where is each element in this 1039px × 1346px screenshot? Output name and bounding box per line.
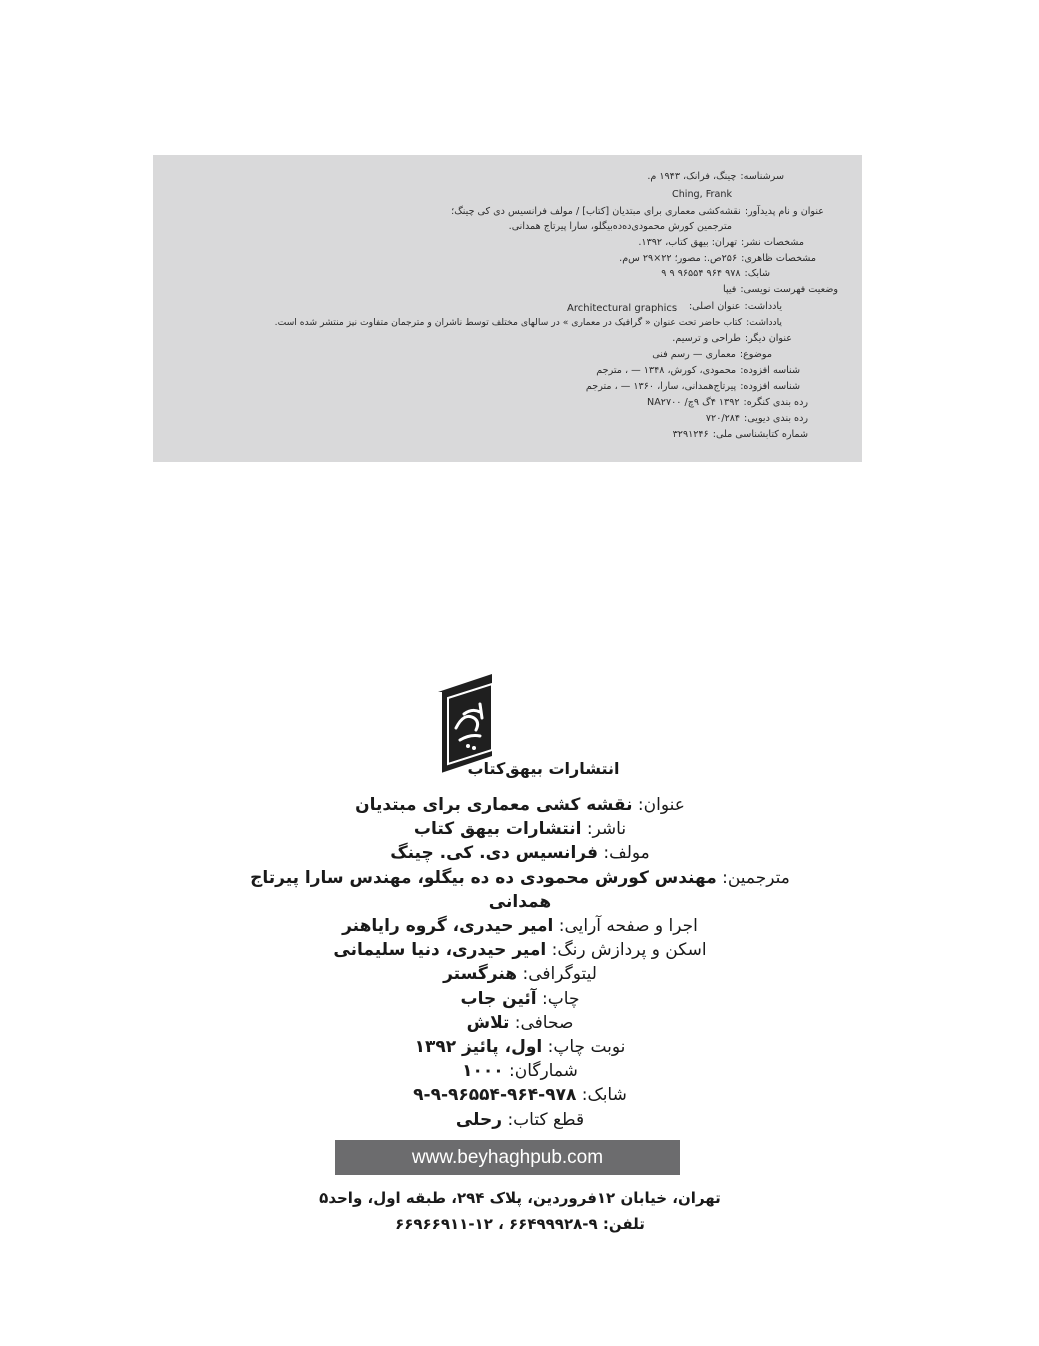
credit-binding: صحافی: تلاش (466, 1012, 574, 1033)
cataloging-in-publication-box (153, 155, 862, 462)
website-url[interactable]: www.beyhaghpub.com (335, 1140, 680, 1175)
cip-row-publication: مشخصات نشر:تهران: بیهق کتاب، ۱۳۹۲. (638, 237, 804, 248)
cip-row-lc-class: رده بندی کنگره:۱۳۹۲ ۴گ ۹چ/ NA۲۷۰۰ (647, 397, 808, 408)
cip-row-latin-name: Ching, Frank (672, 189, 732, 200)
cip-row-note-original: یادداشت:عنوان اصلی: (688, 301, 782, 312)
cip-row-physical: مشخصات ظاهری:۲۵۶ص.: مصور؛ ۲۲×۲۹ س‌م. (619, 253, 816, 264)
credit-publisher: ناشر: انتشارات بیهق کتاب (413, 819, 627, 840)
credit-author: مولف: فرانسیس دی. کی. چینگ (390, 843, 650, 864)
cip-row-title-cont: مترجمین کورش محمودی‌ده‌ده‌بیگلو، سارا پیرتاج همدانی. (508, 221, 732, 232)
publisher-address (300, 1185, 740, 1237)
cip-row-main-entry: سرشناسه:چینگ، فرانک، ۱۹۴۳ م. (647, 171, 784, 182)
credit-scan: اسکن و پردازش رنگ: امیر حیدری، دنیا سلیمانی (333, 940, 707, 961)
cip-row-national-number: شماره کتابشناسی ملی:۳۲۹۱۲۴۶ (672, 429, 808, 440)
book-credits (250, 793, 790, 1132)
credit-title: عنوان: نقشه کشی معماری برای مبتدیان (355, 795, 685, 815)
cip-row-added-entry-2: شناسه افزوده:پیرتاج‌همدانی، سارا، ۱۳۶۰ — ، مترجم (585, 381, 800, 392)
credit-isbn: شابک: ۹۷۸-۹۶۴-۹۶۵۵۴-۹-۹ (413, 1085, 627, 1106)
cip-original-title: Architectural graphics (567, 303, 678, 314)
credit-edition: نوبت چاپ: اول، پائیز ۱۳۹۲ (414, 1037, 626, 1058)
cip-row-isbn: شابک:۹۷۸ ۹۶۴ ۹۶۵۵۴ ۹ ۹ (661, 268, 770, 279)
credit-layout: اجرا و صفحه آرایی: امیر حیدری، گروه رایاهنر (342, 916, 698, 937)
cip-row-other-title: عنوان دیگر:طراحی و ترسیم. (672, 333, 792, 344)
phone-line: تلفن: ۹-۶۶۴۹۹۹۲۸ ، ۱۲-۶۶۹۶۶۹۱۱ (395, 1215, 645, 1233)
cip-row-dewey: رده بندی دیویی:۷۲۰/۲۸۴ (705, 413, 808, 424)
cip-row-subject: موضوع:معماری — رسم فنی (652, 349, 772, 360)
cip-row-status: وضعیت فهرست نویسی:فیپا (723, 284, 838, 295)
cip-row-title: عنوان و نام پدیدآور:نقشه‌کشی معماری برای مبتدیان [کتاب] / مولف فرانسیس دی کی چینگ؛ (451, 206, 824, 217)
credit-lithography: لیتوگرافی: هنرگستر (443, 964, 597, 985)
publisher-logo-caption: انتشارات بیهق‌کتاب (467, 759, 620, 778)
cip-row-note: یادداشت:کتاب حاضر تحت عنوان « گرافیک در معماری » در سالهای مختلف توسط ناشران و مترجمان متفاوت نیز منتشر شده است. (274, 317, 782, 328)
cip-row-added-entry-1: شناسه افزوده:محمودی، کورش، ۱۳۴۸ — ، مترجم (596, 365, 800, 376)
credit-format: قطع کتاب: رحلی (455, 1109, 585, 1130)
credit-translators: مترجمین: مهندس کورش محمودی ده ده بیگلو، مهندس سارا پیرتاج همدانی (250, 867, 790, 912)
address-line: تهران، خیابان ۱۲فروردین، پلاک ۲۹۴، طبقه اول، واحد۵ (319, 1189, 721, 1207)
credit-print: چاپ: آئین جاب (460, 988, 580, 1009)
credit-circulation: شمارگان: ۱۰۰۰ (462, 1061, 578, 1082)
